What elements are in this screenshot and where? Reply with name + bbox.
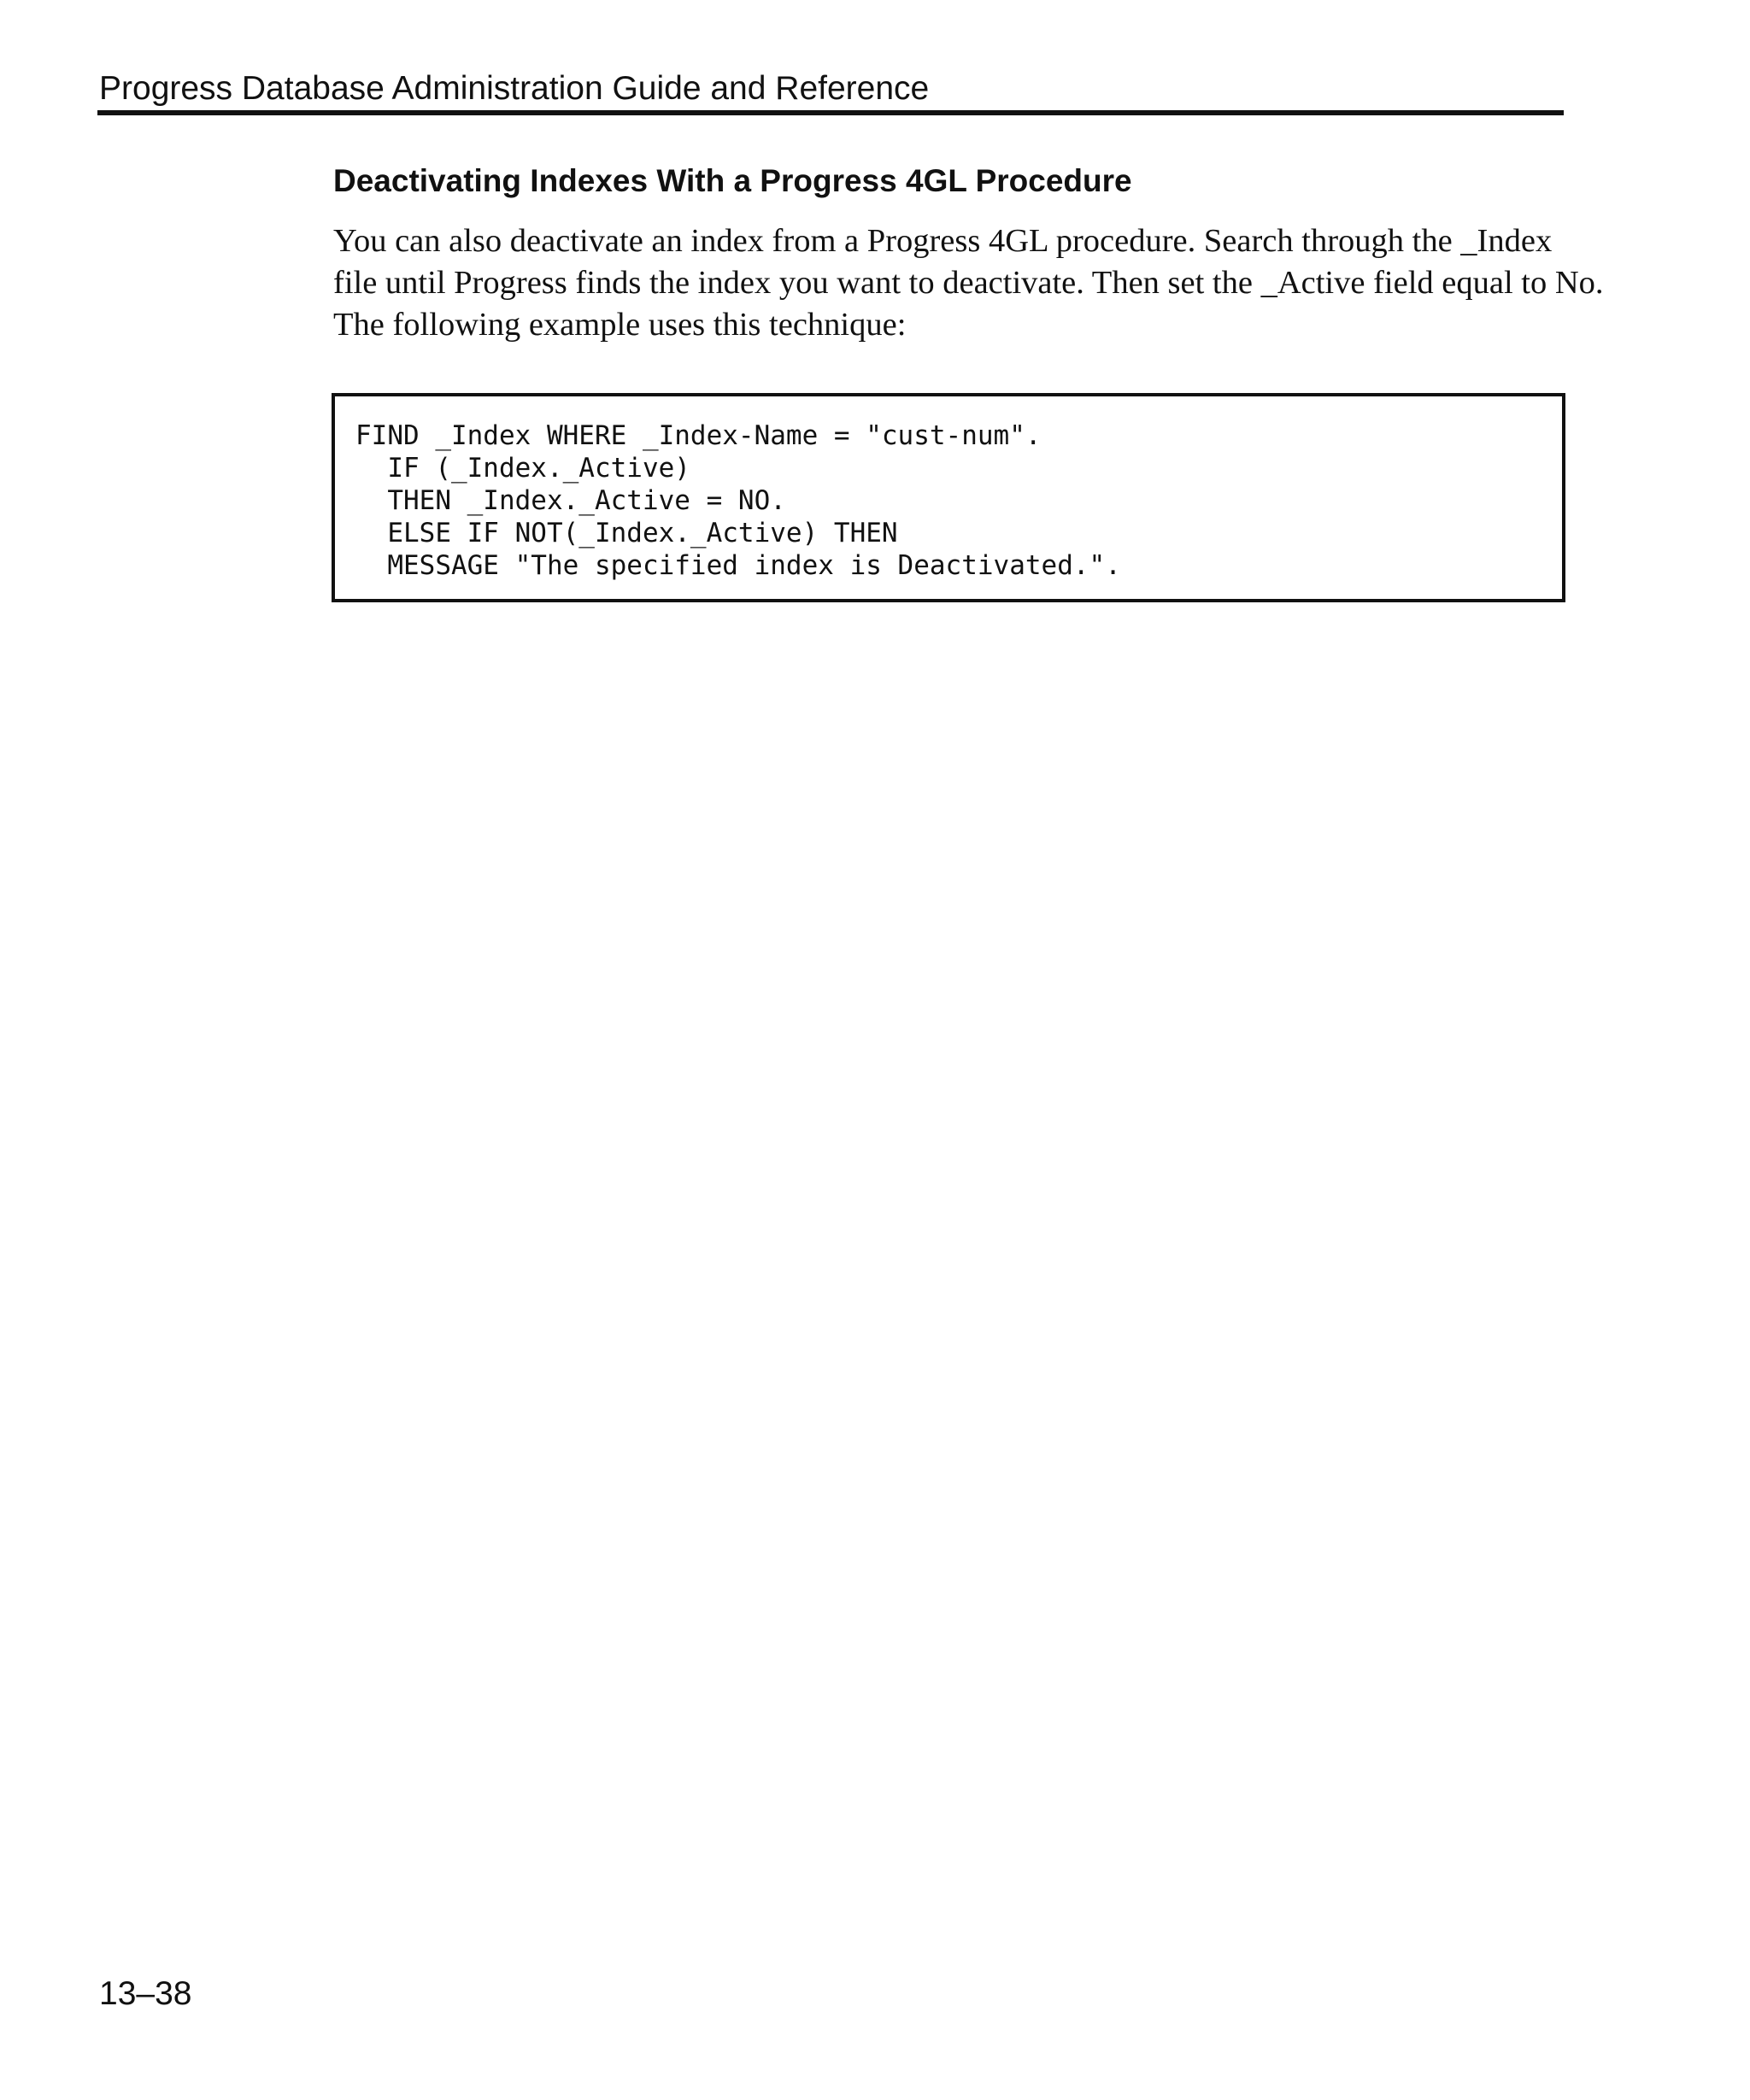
code-line: IF (_Index._Active): [355, 453, 690, 484]
page-number: 13–38: [99, 1975, 192, 2012]
code-line: MESSAGE "The specified index is Deactivated.".: [355, 550, 1121, 581]
running-header: Progress Database Administration Guide and Reference: [99, 70, 930, 107]
paragraph-line: file until Progress finds the index you want to deactivate. Then set the _Active field equal to No.: [333, 265, 1604, 301]
code-line: ELSE IF NOT(_Index._Active) THEN: [355, 518, 898, 548]
paragraph-line: The following example uses this technique:: [333, 307, 907, 343]
code-line: THEN _Index._Active = NO.: [355, 485, 786, 516]
paragraph-line: You can also deactivate an index from a Progress 4GL procedure. Search through the _Index: [333, 223, 1553, 259]
body-paragraph: [333, 220, 1604, 346]
code-example-box: [332, 393, 1565, 602]
code-line: FIND _Index WHERE _Index-Name = "cust-num".: [355, 420, 1042, 451]
section-heading: Deactivating Indexes With a Progress 4GL Procedure: [333, 163, 1132, 198]
header-rule: [97, 110, 1564, 115]
